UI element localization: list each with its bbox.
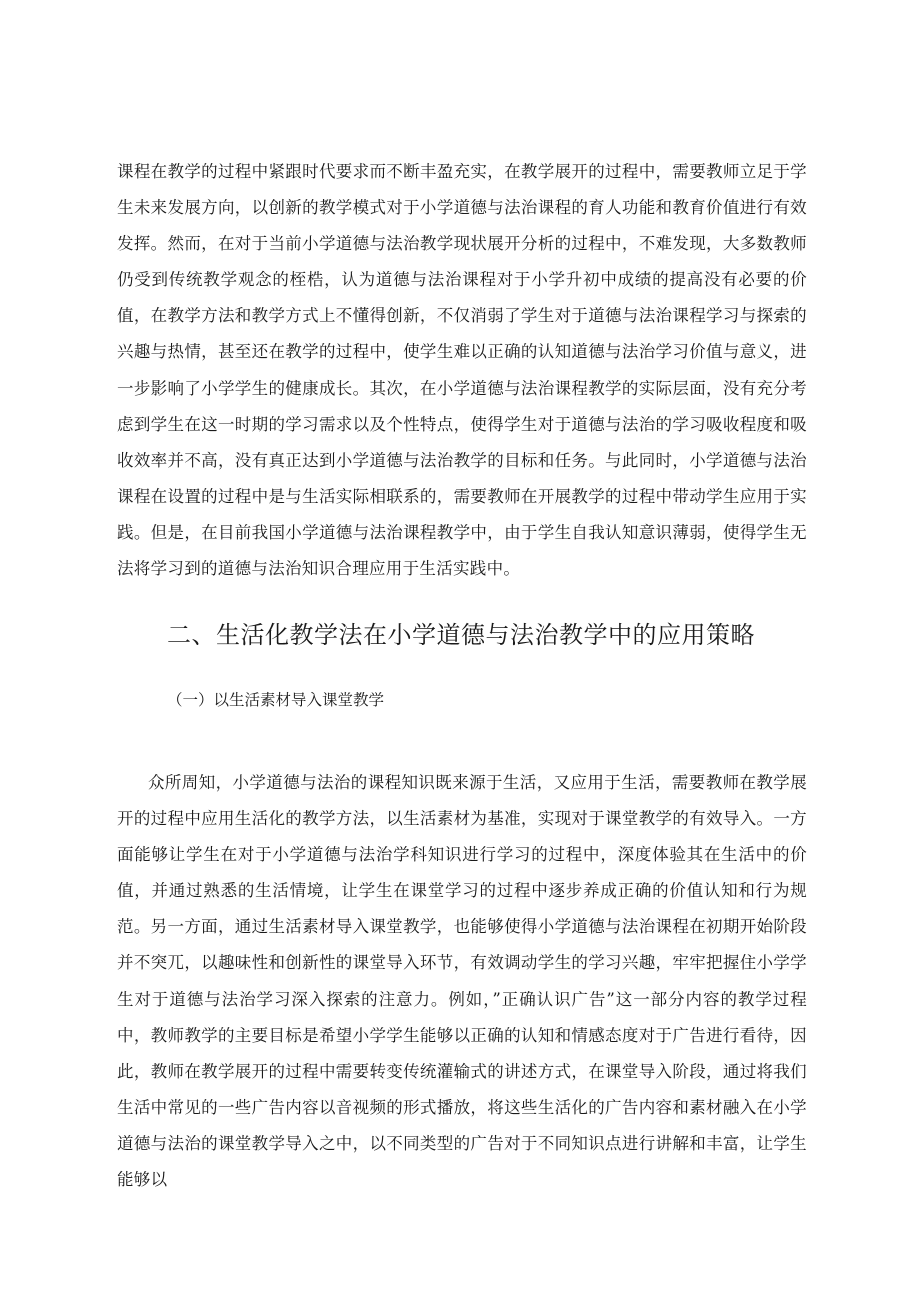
subsection-heading: （一）以生活素材导入课堂教学: [167, 691, 385, 709]
body-paragraph: 众所周知，小学道德与法治的课程知识既来源于生活，又应用于生活，需要教师在教学展开的过程中应用生活化的教学方法，以生活素材为基准，实现对于课堂教学的有效导入。一方面能够让学生在对于小学道德与法治学科知识进行学习的过程中，深度体验其在生活中的价值，并通过熟悉的生活情境，让学生在课堂学习的过程中逐步养成正确的价值认知和行为规范。另一方面，通过生活素材导入课堂教学，也能够使得小学道德与法治课程在初期开始阶段并不突兀，以趣味性和创新性的课堂导入环节，有效调动学生的学习兴趣，牢牢把握住小学学生对于道德与法治学习深入探索的注意力。例如，”正确认识广告”这一部分内容的教学过程中，教师教学的主要目标是希望小学学生能够以正确的认知和情感态度对于广告进行看待，因此，教师在教学展开的过程中需要转变传统灌输式的讲述方式，在课堂导入阶段，通过将我们生活中常见的一些广告内容以音视频的形式播放，将这些生活化的广告内容和素材融入在小学道德与法治的课堂教学导入之中，以不同类型的广告对于不同知识点进行讲解和丰富，让学生能够以: [117, 773, 807, 1190]
body-paragraph: 课程在教学的过程中紧跟时代要求而不断丰盈充实，在教学展开的过程中，需要教师立足于学生未来发展方向，以创新的教学模式对于小学道德与法治课程的育人功能和教育价值进行有效发挥。然而，在对于当前小学道德与法治教学现状展开分析的过程中，不难发现，大多数教师仍受到传统教学观念的桎梏，认为道德与法治课程对于小学升初中成绩的提高没有必要的价值，在教学方法和教学方式上不懂得创新，不仅消弱了学生对于道德与法治课程学习与探索的兴趣与热情，甚至还在教学的过程中，使学生难以正确的认知道德与法治学习价值与意义，进一步影响了小学学生的健康成长。其次，在小学道德与法治课程教学的实际层面，没有充分考虑到学生在这一时期的学习需求以及个性特点，使得学生对于道德与法治的学习吸收程度和吸收效率并不高，没有真正达到小学道德与法治教学的目标和任务。与此同时，小学道德与法治课程在设置的过程中是与生活实际相联系的，需要教师在开展教学的过程中带动学生应用于实践。但是，在目前我国小学道德与法治课程教学中，由于学生自我认知意识薄弱，使得学生无法将学习到的道德与法治知识合理应用于生活实践中。: [117, 162, 807, 579]
section-heading: 二、生活化教学法在小学道德与法治教学中的应用策略: [167, 621, 755, 649]
